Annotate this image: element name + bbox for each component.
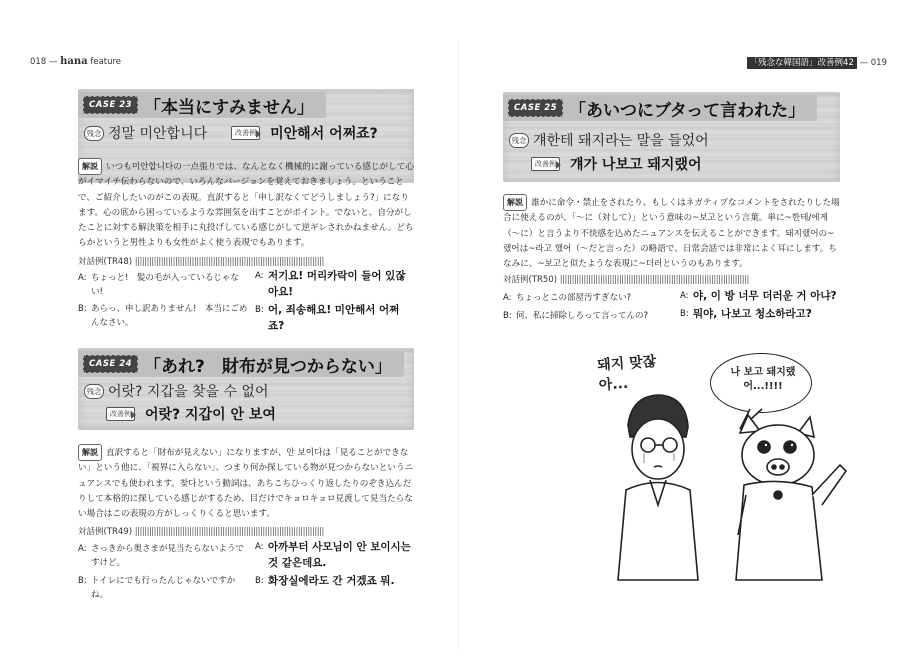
case-23-b-jp: あらっ、申し訳ありません! 本当にごめんなさい。	[91, 304, 248, 328]
boy-handwritten-text: 돼지 맞잖아...	[596, 353, 657, 394]
right-page-number: 019	[870, 58, 887, 68]
speech-bubble-text: 나 보고 돼지랬어...!!!!	[730, 367, 796, 392]
kaisetsu-label: 解説	[503, 194, 527, 211]
ok-badge: 改善例	[106, 407, 135, 421]
brand-name: hana	[60, 56, 88, 67]
case-25-explanation	[503, 194, 840, 272]
case-23-dialog-head: 対話例(TR48) ||||||||||||||||||||||||||||||||||||||||||||||||||||||||||||||||||||||||||||||||	[78, 257, 324, 267]
case-25-ok-row	[531, 154, 701, 174]
case-23-title-strip	[78, 92, 326, 118]
case-24-ok-row	[106, 404, 276, 424]
case-25-b-kr: 뭐야, 나보고 청소하라고?	[693, 308, 812, 320]
case-24-banner	[78, 348, 414, 430]
case-24-dialog-jp: A: さっきから奥さまが見当たらないようですけど。 B: トイレにでも行ったんじゃないですかね。	[78, 542, 250, 602]
case-24-body: 直訳すると「財布が見えない」になりますが、안 보이다は「見ることができない」という他に、「視界に入らない」、つまり何か探している物が見つからないというニュアンスでも使われます。찾다という動詞は、あちこちひっくり返したりのぞき込んだりして本格的に探している感じがするため、目だけでキョロキョロ見渡して見当たらない場合はこの表現の方がしっくりくると思います。	[78, 448, 414, 520]
kaisetsu-label: 解説	[78, 158, 102, 175]
case-25-dialog-head: 対話例(TR50) ||||||||||||||||||||||||||||||||||||||||||||||||||||||||||||||||||||||||||||||||	[503, 275, 749, 285]
page-gutter	[458, 40, 459, 650]
left-page-number: 018	[30, 57, 47, 67]
case-24-a-jp: さっきから奥さまが見当たらないようですけど。	[91, 544, 245, 568]
case-23-ok-phrase: 미안해서 어쩌죠?	[270, 126, 378, 142]
case-23-ng-phrase: 정말 미안합니다	[108, 126, 208, 142]
kaisetsu-label: 解説	[78, 444, 102, 461]
case-23-a-jp: ちょっと! 髪の毛が入っているじゃない!	[91, 273, 239, 297]
ng-badge: 残念	[84, 126, 104, 141]
track-number: (TR49)	[103, 527, 133, 537]
case-24-title: 「あれ? 財布が見つからない」	[144, 356, 392, 377]
boy-character-icon	[618, 395, 698, 580]
case-25-body: 誰かに命令・禁止をされたり、もしくはネガティブなコメントをされたりした場合に使えるのが、「〜に（対して）」という意味の~보고という言葉。単に~한테/에게（〜に）と言うより不快感を込めたニュアンスを伝えることができます。돼지랬어の~랬어は~라고 했어（〜だと言った）の略語で、日常会話では非常によく耳にします。ちなみに、~보고と似たような表現に~더러というのもあります。	[503, 198, 840, 270]
characters-drawing	[590, 345, 860, 595]
case-23-body: いつも미안합니다の一点張りでは、なんとなく機械的に謝っている感じがして心がイマイチ伝わらないので、いろんなバージョンを覚えておきましょう。ということで、ご紹介したいのがこの表現。直訳すると「申し訳なくてどうしましょう?」になります。心の底から困っているような雰囲気を出すことがポイント。でないと、自分がしたことに対する解決策を相手に丸投げしている感じがして逆ギレされかねません。どちらかというと男性よりも女性がよく使う表現でもあります。	[78, 162, 414, 249]
case-25-b-jp: 何、私に掃除しろって言ってんの?	[516, 311, 649, 321]
case-25-ng-phrase: 걔한테 돼지라는 말을 들었어	[533, 133, 709, 149]
comic-illustration	[590, 345, 860, 595]
section-name: feature	[90, 57, 122, 67]
case-24-explanation	[78, 444, 414, 522]
case-25-dialog-jp: A: ちょっとこの部屋汚すぎない? B: 何、私に掃除しろって言ってんの?	[503, 293, 649, 321]
case-24-tag: CASE 24	[83, 355, 138, 373]
ng-badge: 残念	[84, 384, 104, 399]
right-running-head: 「残念な韓国語」改善例42 — 019	[747, 56, 887, 68]
case-23-explanation	[78, 158, 414, 252]
track-number: (TR48)	[103, 257, 133, 267]
case-25-dialog-kr: A: 야, 이 방 너무 더러운 거 아냐? B: 뭐야, 나보고 청소하라고?	[680, 290, 837, 320]
case-23-b-kr: 어, 죄송해요! 미안해서 어쩌죠?	[268, 304, 400, 332]
case-23-dialog-kr: A: 저기요! 머리카락이 들어 있잖아요! B: 어, 죄송해요! 미안해서 어쩌죠?	[255, 268, 415, 334]
case-25-ng-row	[509, 130, 709, 150]
case-24-ng-row	[84, 381, 268, 401]
case-23-tag: CASE 23	[83, 96, 138, 114]
case-24-a-kr: 아까부터 사모님이 안 보이시는 것 같은데요.	[268, 541, 411, 569]
case-24-dialog-kr: A: 아까부터 사모님이 안 보이시는 것 같은데요. B: 화장실에라도 간 거겠죠 뭐.	[255, 539, 417, 589]
case-24-ok-phrase: 어랏? 지갑이 안 보여	[145, 407, 276, 423]
case-25-a-jp: ちょっとこの部屋汚すぎない?	[516, 293, 632, 303]
case-23-phrases	[84, 123, 378, 143]
case-25-a-kr: 야, 이 방 너무 더러운 거 아냐?	[693, 290, 837, 302]
ng-badge: 残念	[509, 133, 529, 148]
left-running-head: 018 — hana feature	[30, 56, 122, 67]
case-23-title: 「本当にすみません」	[144, 97, 315, 118]
case-25-tag: CASE 25	[508, 99, 563, 117]
case-24-b-kr: 화장실에라도 간 거겠죠 뭐.	[268, 575, 395, 587]
case-24-dialog-head: 対話例(TR49) ||||||||||||||||||||||||||||||||||||||||||||||||||||||||||||||||||||||||||||||||	[78, 527, 324, 537]
case-24-title-strip	[78, 351, 404, 377]
case-24-b-jp: トイレにでも行ったんじゃないですかね。	[91, 576, 236, 600]
pig-character-icon	[736, 415, 846, 580]
case-25-title: 「あいつにブタって言われた」	[569, 100, 806, 121]
series-title: 「残念な韓国語」改善例42	[747, 57, 857, 69]
case-24-ng-phrase: 어랏? 지갑을 찾을 수 없어	[108, 384, 269, 400]
case-25-title-strip	[503, 95, 817, 121]
case-23-dialog-jp: A: ちょっと! 髪の毛が入っているじゃない! B: あらっ、申し訳ありません! 本当にごめんなさい。	[78, 273, 248, 328]
case-23-a-kr: 저기요! 머리카락이 들어 있잖아요!	[268, 270, 406, 298]
ok-badge: 改善例	[531, 157, 560, 171]
track-number: (TR50)	[528, 275, 558, 285]
case-25-ok-phrase: 걔가 나보고 돼지랬어	[570, 157, 702, 173]
ok-badge: 改善例	[231, 126, 260, 140]
case-25-banner	[503, 92, 840, 182]
